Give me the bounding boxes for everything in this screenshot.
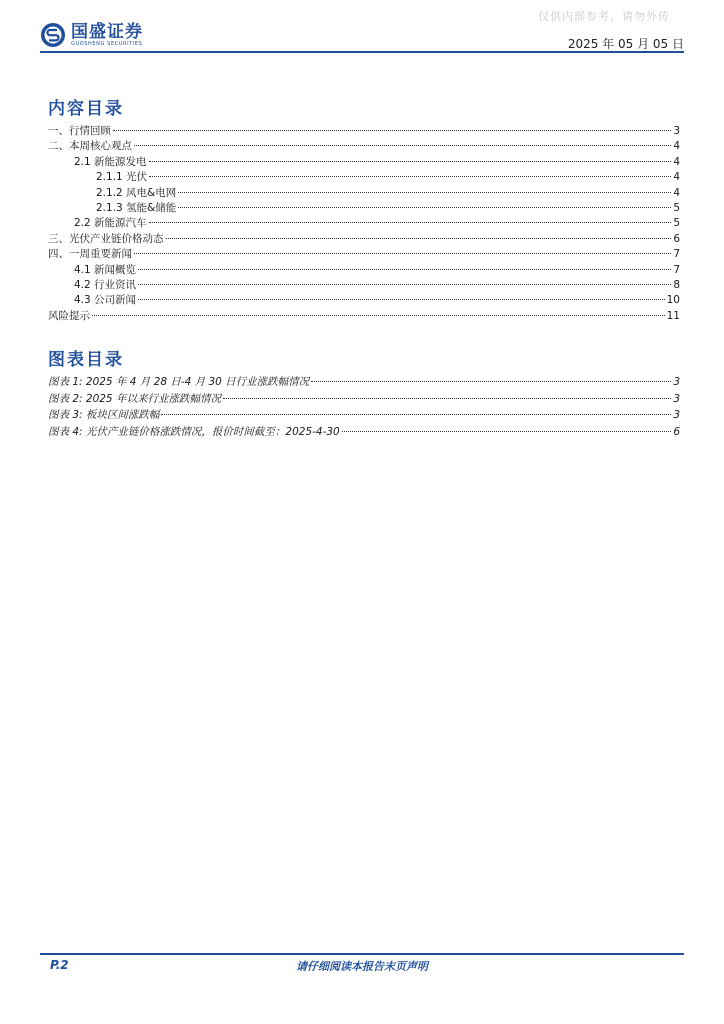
dot-leader — [178, 207, 671, 208]
dot-leader — [161, 414, 671, 415]
toc-entry-page: 5 — [673, 217, 680, 230]
figure-entry-page: 3 — [673, 392, 680, 405]
toc-entry[interactable] — [48, 139, 680, 154]
footer-divider — [40, 953, 684, 955]
figures-title: 图表目录 — [48, 350, 124, 370]
dot-leader — [138, 284, 671, 285]
toc-entry[interactable] — [48, 216, 680, 231]
figure-entry[interactable] — [48, 374, 680, 391]
figure-entry[interactable] — [48, 391, 680, 408]
dot-leader — [138, 269, 671, 270]
toc-entry[interactable] — [48, 170, 680, 185]
dot-leader — [223, 398, 671, 399]
dot-leader — [134, 145, 671, 146]
report-date: 2025 年 05 月 05 日 — [567, 37, 684, 51]
toc-entry-label: 2.1 新能源发电 — [74, 155, 147, 168]
toc-entry[interactable] — [48, 309, 680, 324]
dot-leader — [166, 238, 672, 239]
toc-entry-page: 7 — [673, 263, 680, 276]
logo-english-name: GUOSHENG SECURITIES — [71, 40, 143, 47]
logo-chinese-name: 国盛证券 — [71, 21, 143, 42]
toc-entry-label: 4.2 行业资讯 — [74, 278, 137, 291]
toc-entry-page: 8 — [673, 278, 680, 291]
toc-entry-label: 四、一周重要新闻 — [48, 248, 132, 261]
dot-leader — [149, 161, 672, 162]
figure-entry-page: 3 — [673, 409, 680, 421]
toc-entry[interactable] — [48, 232, 680, 247]
toc-entry-page: 4 — [673, 140, 680, 153]
watermark-text: 仅供内部参考，请勿外传 — [538, 10, 670, 23]
toc-entry-label: 风险提示 — [48, 309, 90, 322]
contents-title: 内容目录 — [48, 99, 124, 119]
dot-leader — [149, 222, 672, 223]
figure-entry-page: 6 — [673, 425, 680, 438]
contents-list — [48, 124, 680, 324]
dot-leader — [178, 192, 671, 193]
dot-leader — [149, 176, 671, 177]
toc-entry[interactable] — [48, 186, 680, 201]
figure-entry-label: 图表 4: 光伏产业链价格涨跌情况，报价时间截至：2025-4-30 — [48, 425, 340, 438]
header-divider — [40, 51, 684, 53]
dot-leader — [113, 130, 671, 131]
toc-entry[interactable] — [48, 124, 680, 139]
toc-entry-label: 2.2 新能源汽车 — [74, 217, 147, 230]
figure-entry[interactable] — [48, 424, 680, 441]
toc-entry-label: 2.1.3 氢能&储能 — [96, 201, 177, 214]
dot-leader — [342, 431, 672, 432]
figures-list — [48, 374, 680, 440]
toc-entry-label: 二、本周核心观点 — [48, 140, 132, 153]
toc-entry[interactable] — [48, 263, 680, 278]
figure-entry-label: 图表 2: 2025 年以来行业涨跌幅情况 — [48, 392, 221, 405]
page-header — [40, 22, 684, 52]
toc-entry[interactable] — [48, 155, 680, 170]
figure-entry-label: 图表 1: 2025 年 4 月 28 日-4 月 30 日行业涨跌幅情况 — [48, 376, 310, 388]
dot-leader — [92, 315, 665, 316]
dot-leader — [134, 253, 671, 254]
figure-entry-label: 图表 3: 板块区间涨跌幅 — [48, 409, 160, 421]
footer-disclaimer-note: 请仔细阅读本报告末页声明 — [296, 960, 428, 973]
page-number: P.2 — [50, 958, 69, 972]
toc-entry[interactable] — [48, 278, 680, 293]
toc-entry-page: 3 — [673, 125, 680, 137]
toc-entry[interactable] — [48, 293, 680, 308]
toc-entry[interactable] — [48, 247, 680, 262]
toc-entry-label: 三、光伏产业链价格动态 — [48, 232, 164, 245]
figure-entry[interactable] — [48, 407, 680, 424]
toc-entry[interactable] — [48, 201, 680, 216]
toc-entry-page: 6 — [673, 232, 680, 245]
toc-entry-page: 7 — [673, 248, 680, 261]
dot-leader — [311, 381, 671, 382]
toc-entry-label: 2.1.1 光伏 — [96, 171, 148, 184]
toc-entry-label: 一、行情回顾 — [48, 125, 111, 137]
toc-entry-label: 4.3 公司新闻 — [74, 294, 137, 307]
toc-entry-page: 4 — [673, 155, 680, 168]
toc-entry-label: 2.1.2 风电&电网 — [96, 186, 177, 199]
guosheng-logo-icon — [40, 22, 66, 48]
toc-entry-page: 5 — [673, 201, 680, 214]
toc-entry-page: 10 — [666, 294, 680, 307]
toc-entry-label: 4.1 新闻概览 — [74, 263, 137, 276]
toc-entry-page: 4 — [673, 171, 680, 184]
dot-leader — [138, 299, 665, 300]
figure-entry-page: 3 — [673, 376, 680, 388]
company-logo — [40, 22, 143, 48]
toc-entry-page: 4 — [673, 186, 680, 199]
toc-entry-page: 11 — [666, 309, 680, 322]
